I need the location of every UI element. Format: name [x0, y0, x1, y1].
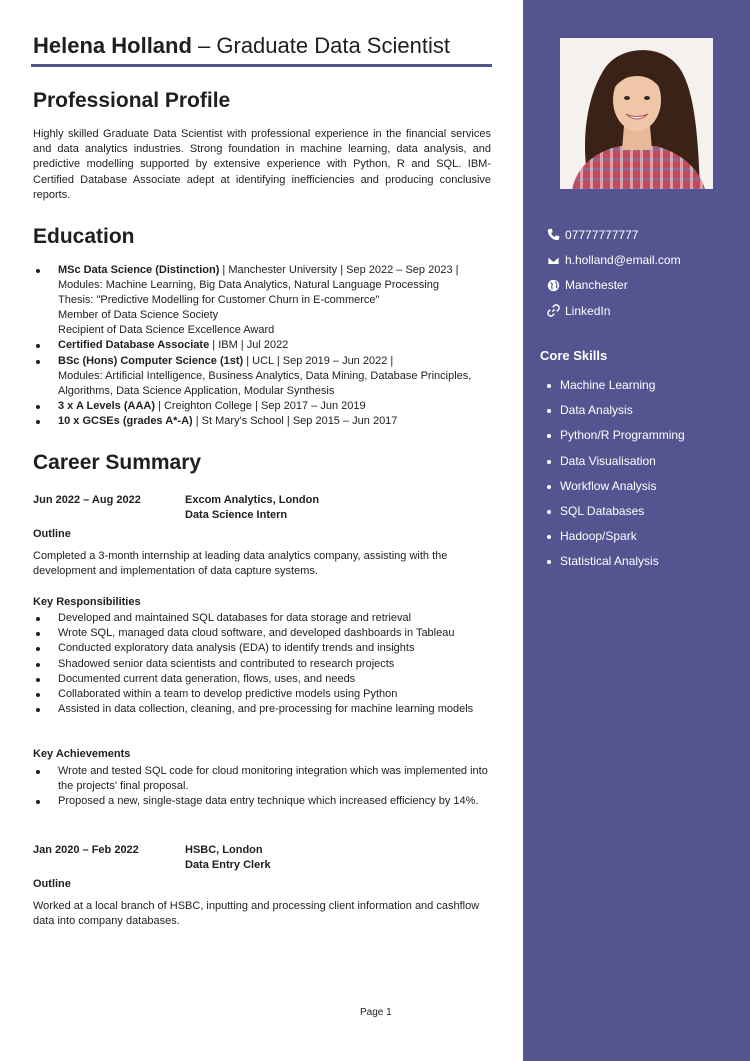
candidate-title: – Graduate Data Scientist	[191, 33, 450, 58]
profile-text: Highly skilled Graduate Data Scientist with professional experience in the financial services and data analytics industries. Strong foundation in machine learning, data analysis, and predictive modelling supported by extensive experience with Python, R and SQL. IBM-Certified Database Associate adept at identifying inefficiencies and producing conclusive reports.	[33, 128, 491, 201]
list-item: Collaborated within a team to develop predictive models using Python	[33, 687, 493, 702]
job-company: HSBC, London	[185, 844, 263, 856]
education-line: Modules: Machine Learning, Big Data Analytics, Natural Language Processing	[58, 279, 439, 292]
education-list	[33, 263, 503, 429]
profile-photo	[560, 38, 713, 189]
page-number: Page 1	[360, 1007, 392, 1018]
job-date: Jan 2020 – Feb 2022	[33, 844, 139, 856]
education-qualification: MSc Data Science (Distinction)	[58, 264, 220, 276]
list-item: Proposed a new, single-stage data entry technique which increased efficiency by 14%.	[33, 794, 493, 809]
phone-icon	[547, 228, 560, 241]
job-company: Excom Analytics, London	[185, 494, 320, 506]
list-item: Conducted exploratory data analysis (EDA) to identify trends and insights	[33, 641, 493, 656]
education-qualification: Certified Database Associate	[58, 339, 210, 352]
education-line: Thesis: "Predictive Modelling for Customer Churn in E-commerce"	[58, 294, 380, 307]
job-outline: Completed a 3-month internship at leading data analytics company, assisting with the development and implementation of data capture systems.	[33, 550, 448, 578]
list-item: Wrote SQL, managed data cloud software, and developed dashboards in Tableau	[33, 626, 493, 641]
contact-linkedin	[547, 298, 681, 323]
education-heading: Education	[33, 225, 135, 248]
education-details: | UCL | Sep 2019 – Jun 2022 |	[243, 354, 394, 367]
skill-item: Data Visualisation	[547, 454, 685, 479]
link-icon	[547, 304, 560, 317]
candidate-name: Helena Holland	[33, 33, 192, 58]
education-qualification: 3 x A Levels (AAA)	[58, 399, 155, 412]
career-heading: Career Summary	[33, 451, 202, 474]
education-item	[33, 263, 503, 338]
list-item: Shadowed senior data scientists and contributed to research projects	[33, 657, 493, 672]
skill-item: SQL Databases	[547, 504, 685, 529]
job-date: Jun 2022 – Aug 2022	[33, 494, 141, 506]
list-item: Assisted in data collection, cleaning, and pre-processing for machine learning models	[33, 702, 493, 717]
education-details: | Manchester University | Sep 2022 – Sep 2023 |	[219, 264, 459, 276]
skill-item: Data Analysis	[547, 403, 685, 428]
education-line: Recipient of Data Science Excellence Award	[58, 324, 275, 337]
globe-icon	[547, 279, 560, 292]
linkedin-link[interactable]: LinkedIn	[565, 303, 611, 318]
contact-phone	[547, 222, 681, 247]
skill-item: Statistical Analysis	[547, 554, 685, 579]
education-details: | St Mary's School | Sep 2015 – Jun 2017	[192, 414, 398, 427]
list-item: Wrote and tested SQL code for cloud monitoring integration which was implemented into the projects' final proposal.	[33, 764, 493, 794]
education-item	[33, 354, 503, 399]
phone-text: 07777777777	[565, 227, 639, 242]
skills-heading: Core Skills	[540, 348, 608, 363]
skills-list	[547, 378, 685, 580]
resume-header	[33, 33, 450, 59]
education-item	[33, 414, 503, 429]
sidebar	[523, 0, 750, 1061]
contact-email	[547, 247, 681, 272]
contact-location	[547, 273, 681, 298]
profile-heading: Professional Profile	[33, 89, 231, 112]
job-header	[33, 493, 491, 525]
outline-label: Outline	[33, 878, 71, 890]
job-outline: Worked at a local branch of HSBC, inputting and processing client information and cashflow data into company databases.	[33, 900, 480, 928]
skill-item: Workflow Analysis	[547, 479, 685, 504]
list-item: Developed and maintained SQL databases for data storage and retrieval	[33, 611, 493, 626]
location-text: Manchester	[565, 278, 628, 293]
skill-item: Machine Learning	[547, 378, 685, 403]
responsibilities-label: Key Responsibilities	[33, 596, 141, 608]
education-item	[33, 338, 503, 353]
responsibilities-list	[33, 611, 493, 717]
job-role: Data Entry Clerk	[185, 859, 271, 871]
achievements-list	[33, 764, 493, 810]
profile-photo-image	[560, 38, 713, 189]
email-text[interactable]: h.holland@email.com	[565, 253, 681, 268]
education-qualification: 10 x GCSEs (grades A*-A)	[58, 414, 193, 427]
education-qualification: BSc (Hons) Computer Science (1st)	[58, 354, 244, 367]
skill-item: Hadoop/Spark	[547, 529, 685, 554]
education-line: Member of Data Science Society	[58, 309, 219, 322]
list-item: Documented current data generation, flows, uses, and needs	[33, 672, 493, 687]
job-header	[33, 843, 491, 875]
achievements-label: Key Achievements	[33, 748, 131, 760]
contact-list	[547, 222, 681, 324]
education-details: | IBM | Jul 2022	[209, 339, 289, 352]
outline-label: Outline	[33, 528, 71, 540]
job-role: Data Science Intern	[185, 509, 288, 521]
header-divider	[31, 64, 492, 67]
education-details: | Creighton College | Sep 2017 – Jun 2019	[155, 399, 366, 412]
education-line: Modules: Artificial Intelligence, Business Analytics, Data Mining, Database Principles, Algorithms, Data Science Application, Modular Synthesis	[58, 369, 472, 397]
education-item	[33, 399, 503, 414]
skill-item: Python/R Programming	[547, 428, 685, 453]
envelope-icon	[547, 254, 560, 267]
